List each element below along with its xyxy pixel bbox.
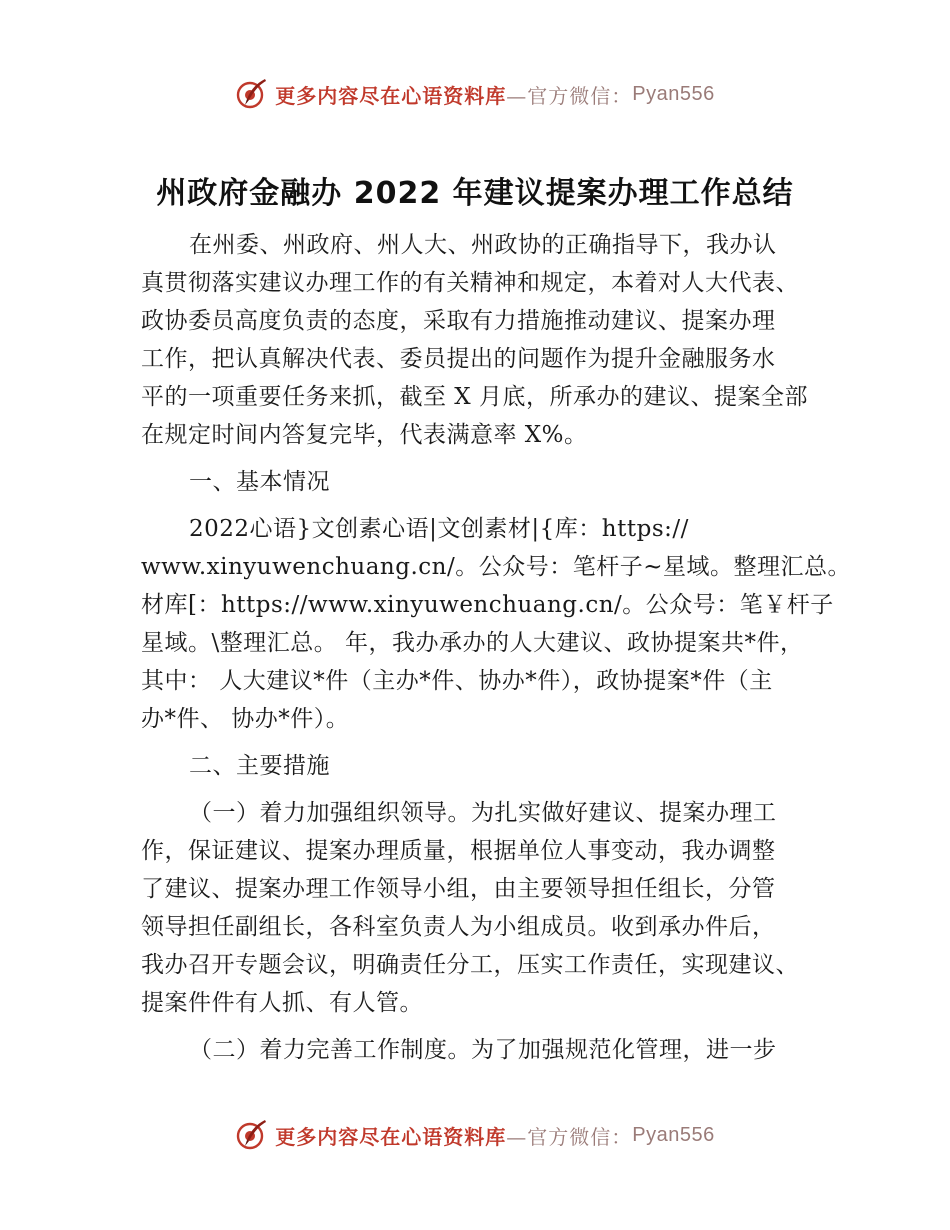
text-line: 材库[：https://www.xinyuwenchuang.cn/。公众号：笔￥杆子 <box>141 592 834 618</box>
paragraph-measure-two <box>141 1031 831 1069</box>
banner-text <box>275 80 714 109</box>
footer-banner <box>0 1115 950 1155</box>
text-line: 真贯彻落实建议办理工作的有关精神和规定，本着对人大代表、 <box>141 270 799 296</box>
text-line: 星域。\整理汇总。 年，我办承办的人大建议、政协提案共*件， <box>141 630 804 656</box>
banner-text <box>275 1121 714 1150</box>
text-line: 工作，把认真解决代表、委员提出的问题作为提升金融服务水 <box>141 346 776 372</box>
text-line: 了建议、提案办理工作领导小组，由主要领导担任组长，分管 <box>141 876 776 902</box>
text-line: 作，保证建议、提案办理质量，根据单位人事变动，我办调整 <box>141 838 776 864</box>
document-title: 州政府金融办 2022 年建议提案办理工作总结 <box>156 176 794 211</box>
text-line: 其中： 人大建议*件（主办*件、协办*件），政协提案*件（主 <box>141 668 773 694</box>
banner-official-label: —官方微信： <box>506 1124 633 1149</box>
text-line: 领导担任副组长，各科室负责人为小组成员。收到承办件后， <box>141 914 776 940</box>
banner-wechat-id: Pyan556 <box>632 1123 715 1146</box>
banner-wechat-id: Pyan556 <box>632 82 715 105</box>
text-line: 办*件、 协办*件）。 <box>141 706 350 732</box>
quill-pen-logo-icon <box>235 1118 269 1152</box>
section-heading-basic-situation <box>141 463 831 501</box>
banner-brand: 更多内容尽在心语资料库 <box>275 1124 507 1149</box>
paragraph-measure-one <box>141 794 831 1022</box>
text-line: 平的一项重要任务来抓，截至 X 月底，所承办的建议、提案全部 <box>141 384 808 410</box>
document-body <box>141 226 851 1078</box>
section-heading-text: 二、主要措施 <box>189 753 330 779</box>
text-line: （二）着力完善工作制度。为了加强规范化管理，进一步 <box>189 1037 777 1063</box>
paragraph-intro <box>141 226 831 454</box>
text-line: 我办召开专题会议，明确责任分工，压实工作责任，实现建议、 <box>141 952 799 978</box>
header-banner <box>0 74 950 114</box>
section-heading-text: 一、基本情况 <box>189 469 330 495</box>
text-line: 政协委员高度负责的态度，采取有力措施推动建议、提案办理 <box>141 308 776 334</box>
section-heading-main-measures <box>141 747 831 785</box>
text-line: 在规定时间内答复完毕，代表满意率 X%。 <box>141 422 588 448</box>
text-line: 在州委、州政府、州人大、州政协的正确指导下，我办认 <box>189 232 777 258</box>
banner-brand: 更多内容尽在心语资料库 <box>275 83 507 108</box>
banner-official-label: —官方微信： <box>506 83 633 108</box>
text-line: 提案件件有人抓、有人管。 <box>141 990 423 1016</box>
text-line: （一）着力加强组织领导。为扎实做好建议、提案办理工 <box>189 800 777 826</box>
quill-pen-logo-icon <box>235 77 269 111</box>
text-line: www.xinyuwenchuang.cn/。公众号：笔杆子~星域。整理汇总。 <box>141 554 851 580</box>
paragraph-basic-situation <box>141 510 851 738</box>
text-line: 2022心语}文创素心语|文创素材|{库：https:// <box>189 516 689 542</box>
